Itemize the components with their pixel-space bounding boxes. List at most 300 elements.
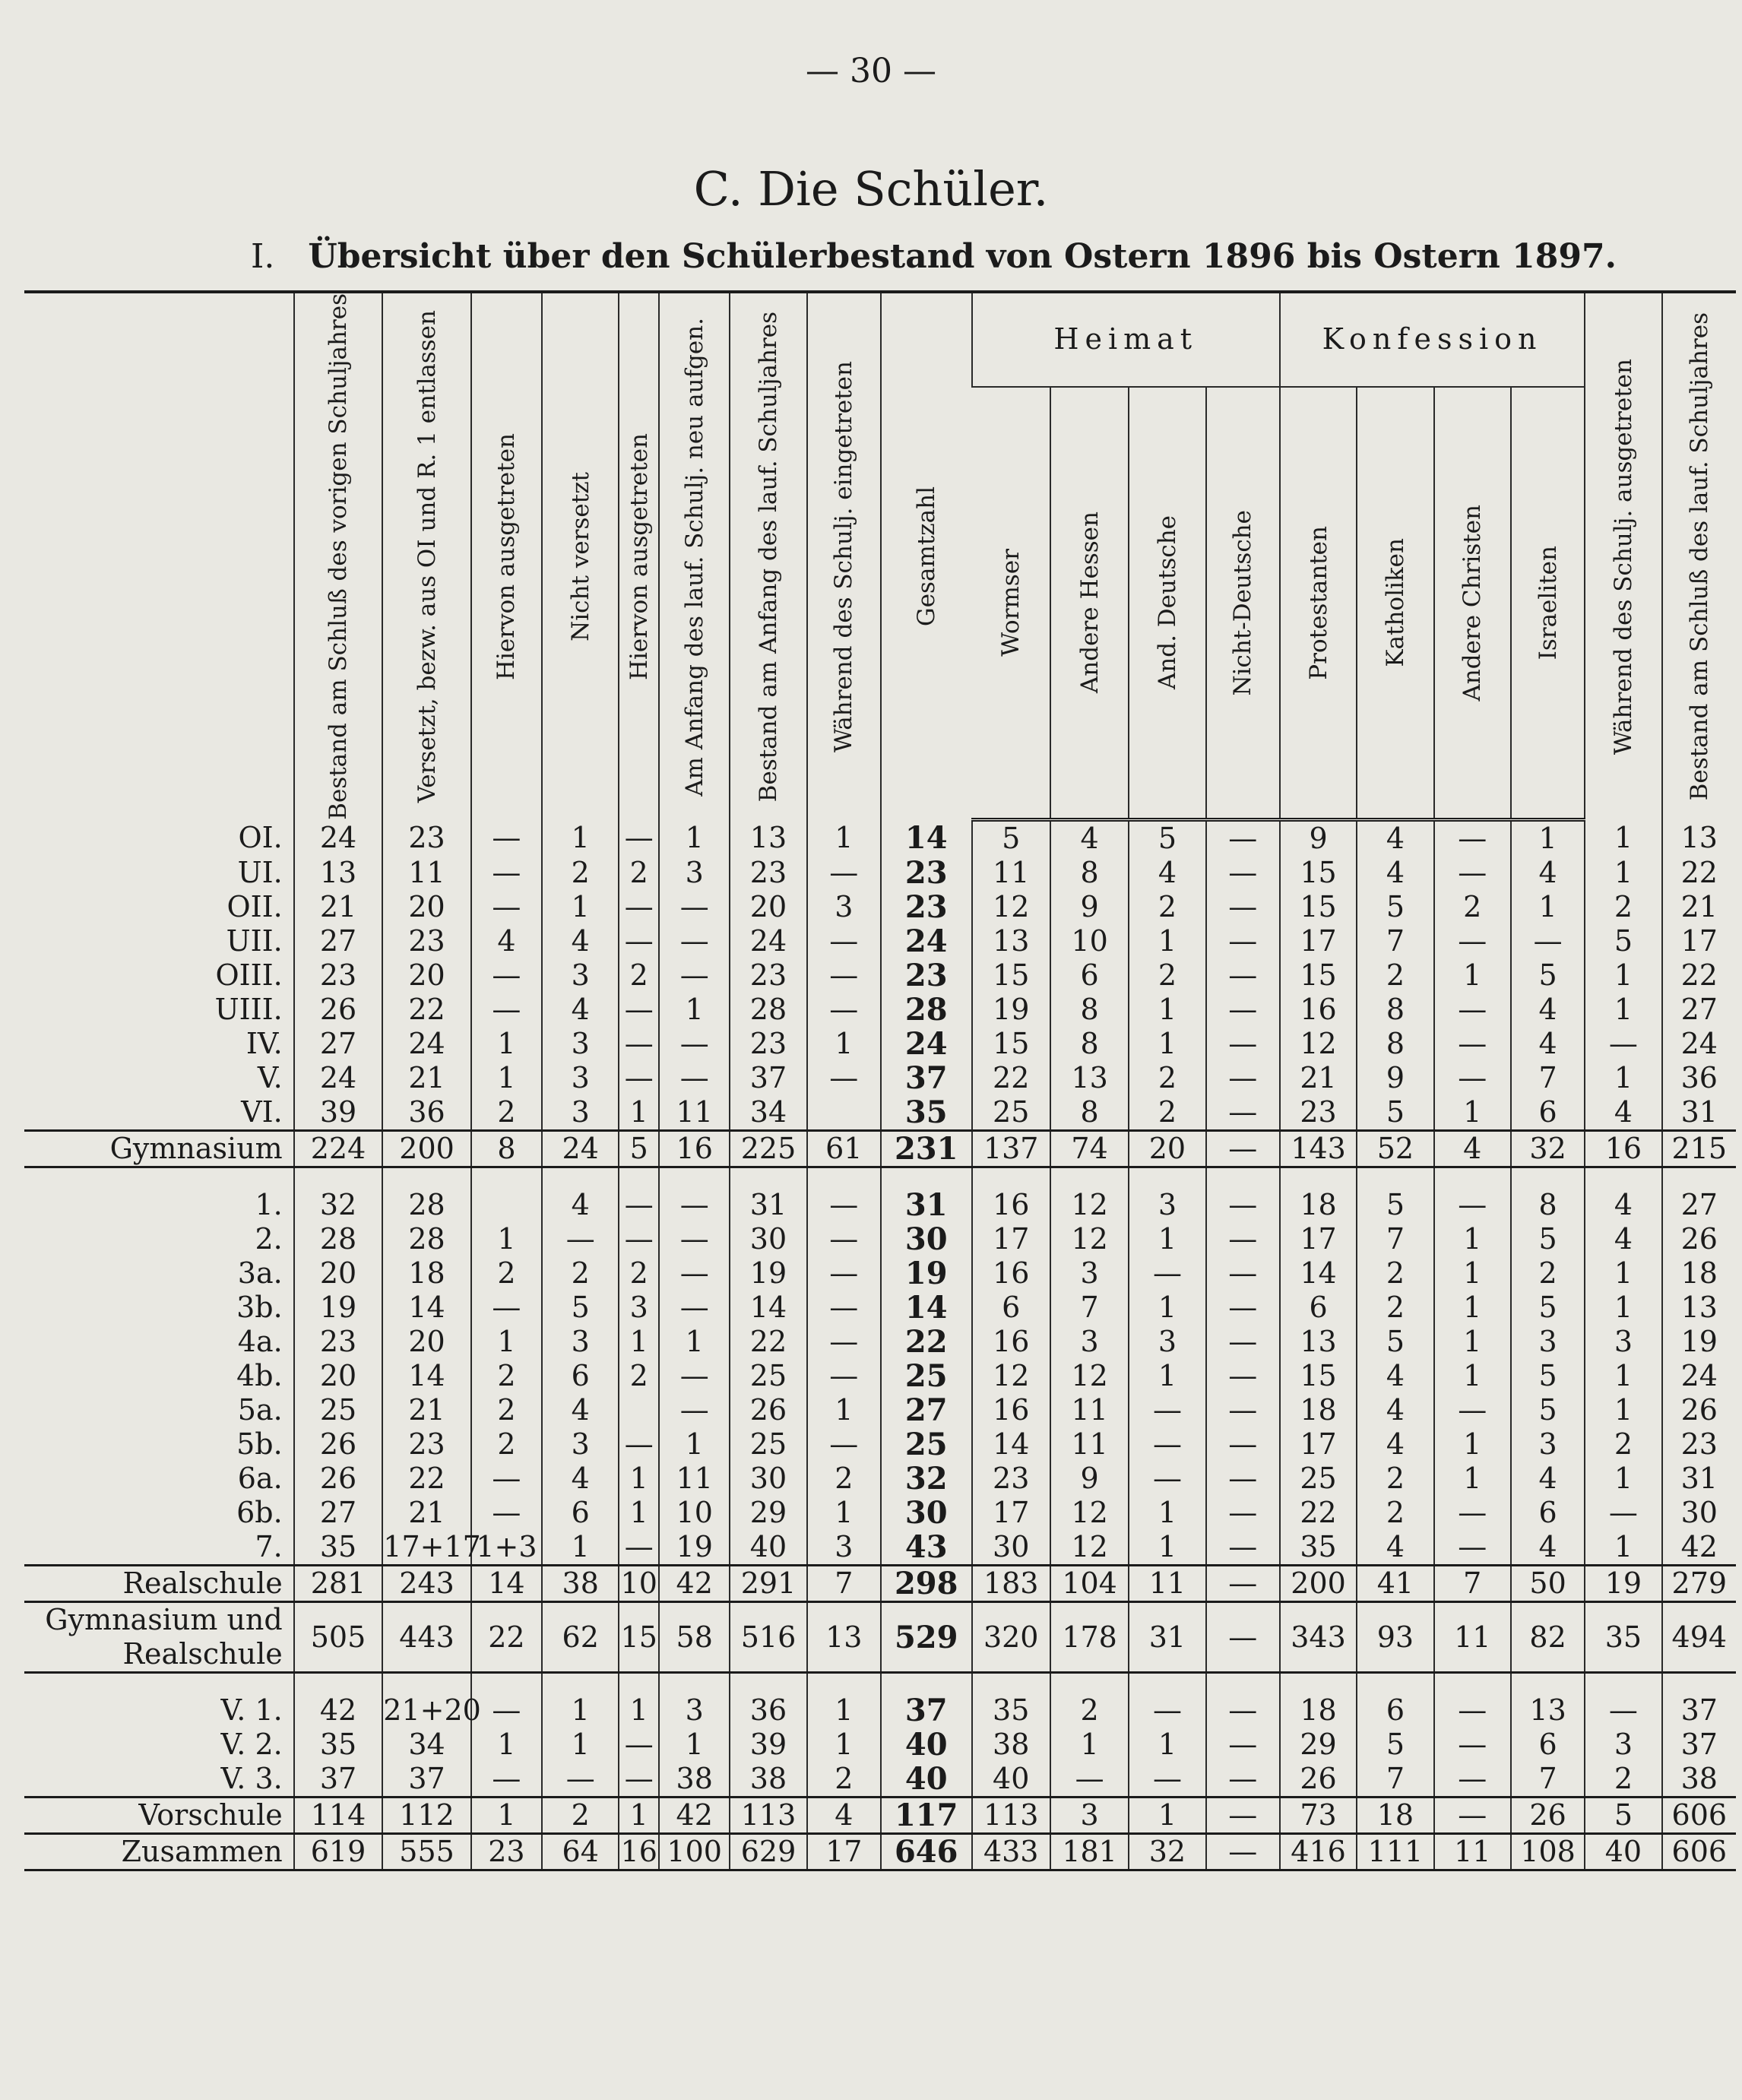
table-cell: 1 xyxy=(1129,1222,1205,1256)
table-cell: — xyxy=(1434,1188,1511,1222)
table-cell: 36 xyxy=(730,1693,806,1728)
spacer-cell xyxy=(807,1167,881,1189)
table-cell: 20 xyxy=(382,890,471,924)
table-row xyxy=(24,993,1736,1027)
table-cell: 1 xyxy=(1129,1798,1205,1834)
table-row xyxy=(24,856,1736,890)
table-cell: 23 xyxy=(294,1325,383,1359)
table-cell: 2 xyxy=(1129,1095,1205,1131)
table-cell: 25 xyxy=(881,1427,972,1462)
table-cell: 298 xyxy=(881,1566,972,1602)
table-cell: 40 xyxy=(881,1762,972,1798)
table-cell: 1 xyxy=(1434,1222,1511,1256)
table-cell: — xyxy=(1206,1061,1280,1095)
header-ausgetreten-schuljahr: Während des Schulj. ausgetreten xyxy=(1585,292,1661,820)
table-cell: 16 xyxy=(972,1325,1050,1359)
table-cell: — xyxy=(1206,820,1280,857)
table-cell: 14 xyxy=(881,820,972,857)
table-title-text: Übersicht über den Schülerbestand von Ostern 1896 bis Ostern 1897. xyxy=(308,237,1617,276)
spacer-cell xyxy=(1280,1673,1357,1694)
table-cell: 4 xyxy=(1585,1188,1661,1222)
table-cell: — xyxy=(1434,1393,1511,1427)
header-neu-aufgenommen: Am Anfang des lauf. Schulj. neu aufgen. xyxy=(659,292,730,820)
table-cell: 8 xyxy=(471,1131,542,1167)
table-cell: 28 xyxy=(294,1222,383,1256)
table-cell: 2 xyxy=(471,1256,542,1291)
table-cell: 15 xyxy=(619,1602,659,1673)
header-israeliten: Israeliten xyxy=(1511,387,1585,820)
table-cell: 11 xyxy=(1129,1566,1205,1602)
table-cell: 35 xyxy=(294,1728,383,1762)
table-cell: — xyxy=(471,1762,542,1798)
table-cell xyxy=(471,1188,542,1222)
table-cell: — xyxy=(542,1762,619,1798)
table-cell: 19 xyxy=(1662,1325,1736,1359)
table-cell: 4 xyxy=(1511,1530,1585,1566)
header-group-heimat: Heimat xyxy=(972,292,1280,387)
table-cell: 320 xyxy=(972,1602,1050,1673)
row-label: Realschule xyxy=(24,1566,294,1602)
table-cell: 629 xyxy=(730,1834,806,1870)
table-cell: 22 xyxy=(471,1602,542,1673)
table-cell: — xyxy=(1434,1762,1511,1798)
table-cell xyxy=(807,1095,881,1131)
table-cell: 4 xyxy=(542,993,619,1027)
table-cell: 24 xyxy=(294,1061,383,1095)
table-cell: 34 xyxy=(730,1095,806,1131)
table-cell: 3 xyxy=(1129,1325,1205,1359)
table-cell: 27 xyxy=(294,1027,383,1061)
spacer-cell xyxy=(807,1673,881,1694)
table-cell: 2 xyxy=(1357,1462,1433,1496)
table-row xyxy=(24,1325,1736,1359)
table-cell: — xyxy=(471,820,542,857)
table-cell: 26 xyxy=(1280,1762,1357,1798)
table-cell: 22 xyxy=(382,993,471,1027)
table-cell: 4 xyxy=(1511,1462,1585,1496)
header-nicht-deutsche: Nicht-Deutsche xyxy=(1206,387,1280,820)
table-row xyxy=(24,1393,1736,1427)
table-cell: 279 xyxy=(1662,1566,1736,1602)
table-cell: 58 xyxy=(659,1602,730,1673)
table-cell: 5 xyxy=(1357,1095,1433,1131)
table-cell: — xyxy=(471,1693,542,1728)
table-cell: 37 xyxy=(1662,1693,1736,1728)
table-cell: 5 xyxy=(1357,1728,1433,1762)
table-cell: 13 xyxy=(807,1602,881,1673)
table-cell: 2 xyxy=(1357,1256,1433,1291)
table-cell: — xyxy=(619,890,659,924)
table-cell: 8 xyxy=(1050,1027,1129,1061)
header-wormser: Wormser xyxy=(972,387,1050,820)
table-cell: 12 xyxy=(972,1359,1050,1393)
table-cell: 1 xyxy=(1129,993,1205,1027)
combined-row-label xyxy=(24,1602,294,1673)
table-cell: — xyxy=(1129,1693,1205,1728)
table-cell: — xyxy=(1434,1728,1511,1762)
table-cell: 4 xyxy=(1050,820,1129,857)
table-cell: 2 xyxy=(1357,958,1433,993)
row-label: Vorschule xyxy=(24,1798,294,1834)
table-cell: — xyxy=(1129,1462,1205,1496)
table-cell: 11 xyxy=(659,1462,730,1496)
table-cell: 5 xyxy=(1511,1393,1585,1427)
table-cell: 1 xyxy=(471,1728,542,1762)
table-cell: 16 xyxy=(619,1834,659,1870)
table-title xyxy=(251,237,1619,276)
table-cell: 443 xyxy=(382,1602,471,1673)
table-cell: — xyxy=(1434,1061,1511,1095)
table-cell: 26 xyxy=(294,1462,383,1496)
table-cell: 1 xyxy=(1585,856,1661,890)
table-cell: 108 xyxy=(1511,1834,1585,1870)
table-cell: 18 xyxy=(1662,1256,1736,1291)
table-cell: 1 xyxy=(1129,1291,1205,1325)
table-cell: 1 xyxy=(1511,890,1585,924)
row-label: 4a. xyxy=(237,1325,283,1359)
table-cell: — xyxy=(1129,1762,1205,1798)
table-cell: 13 xyxy=(1050,1061,1129,1095)
table-cell: 42 xyxy=(294,1693,383,1728)
table-cell: 4 xyxy=(542,1393,619,1427)
combined-sum-row xyxy=(24,1602,1736,1673)
table-cell: — xyxy=(619,1061,659,1095)
table-cell: 606 xyxy=(1662,1798,1736,1834)
table-cell: — xyxy=(619,1427,659,1462)
table-cell: 40 xyxy=(730,1530,806,1566)
table-row xyxy=(24,1762,1736,1798)
table-cell: — xyxy=(807,856,881,890)
table-cell: 14 xyxy=(972,1427,1050,1462)
table-cell: 1 xyxy=(1585,958,1661,993)
table-cell: 1 xyxy=(807,1393,881,1427)
table-cell: 25 xyxy=(294,1393,383,1427)
table-row xyxy=(24,1728,1736,1762)
table-cell: 16 xyxy=(1585,1131,1661,1167)
spacer-cell xyxy=(471,1167,542,1189)
table-cell: 3 xyxy=(542,1061,619,1095)
spacer-cell xyxy=(1511,1673,1585,1694)
table-cell: 606 xyxy=(1662,1834,1736,1870)
table-cell: 19 xyxy=(1585,1566,1661,1602)
table-row xyxy=(24,1222,1736,1256)
table-cell: 1 xyxy=(659,820,730,857)
table-cell: — xyxy=(1206,1222,1280,1256)
table-cell: 1 xyxy=(659,1427,730,1462)
table-cell: 13 xyxy=(1662,820,1736,857)
table-cell: 2 xyxy=(1511,1256,1585,1291)
table-cell: 5 xyxy=(1129,820,1205,857)
table-cell: 113 xyxy=(972,1798,1050,1834)
spacer-cell xyxy=(1357,1167,1433,1189)
table-row xyxy=(24,1496,1736,1530)
table-cell: 18 xyxy=(1280,1188,1357,1222)
table-cell: — xyxy=(659,1188,730,1222)
table-cell: 1 xyxy=(542,1530,619,1566)
table-cell: 22 xyxy=(1662,856,1736,890)
table-cell: 5 xyxy=(1511,1359,1585,1393)
table-cell: — xyxy=(807,1061,881,1095)
table-cell: 4 xyxy=(1357,1530,1433,1566)
table-cell: — xyxy=(807,1325,881,1359)
table-cell: 40 xyxy=(972,1762,1050,1798)
table-cell: 200 xyxy=(382,1131,471,1167)
table-cell: 1 xyxy=(542,820,619,857)
table-cell: 8 xyxy=(1357,993,1433,1027)
table-cell: 494 xyxy=(1662,1602,1736,1673)
table-cell: 104 xyxy=(1050,1566,1129,1602)
gymnasium-sum-row xyxy=(24,1131,1736,1167)
row-label: 3a. xyxy=(237,1256,283,1291)
table-cell: 215 xyxy=(1662,1131,1736,1167)
spacer-cell xyxy=(730,1673,806,1694)
table-cell: 1 xyxy=(807,1693,881,1728)
table-cell: 2 xyxy=(471,1095,542,1131)
table-cell: 20 xyxy=(730,890,806,924)
table-cell: — xyxy=(471,1291,542,1325)
table-cell: 40 xyxy=(1585,1834,1661,1870)
row-label: Gymnasium xyxy=(24,1131,294,1167)
table-cell: 1 xyxy=(471,1061,542,1095)
table-cell: — xyxy=(1206,1762,1280,1798)
spacer-cell xyxy=(1206,1673,1280,1694)
table-cell: 4 xyxy=(1357,1359,1433,1393)
table-cell: 19 xyxy=(659,1530,730,1566)
table-body xyxy=(24,820,1736,1870)
header-hiervon-ausgetreten-2: Hiervon ausgetreten xyxy=(619,292,659,820)
table-cell: 30 xyxy=(730,1222,806,1256)
total-sum-row xyxy=(24,1834,1736,1870)
table-cell: 4 xyxy=(1357,820,1433,857)
table-cell: 1 xyxy=(1129,1027,1205,1061)
table-cell: — xyxy=(807,924,881,958)
row-label: V. xyxy=(257,1061,283,1095)
table-cell: — xyxy=(659,1359,730,1393)
table-cell: 2 xyxy=(1585,890,1661,924)
table-cell: 22 xyxy=(730,1325,806,1359)
table-cell: — xyxy=(1206,1496,1280,1530)
header-protestanten: Protestanten xyxy=(1280,387,1357,820)
row-label: 7. xyxy=(255,1530,283,1564)
table-cell: 24 xyxy=(1662,1027,1736,1061)
table-cell: 93 xyxy=(1357,1602,1433,1673)
spacer-cell xyxy=(972,1673,1050,1694)
table-cell: 12 xyxy=(1050,1222,1129,1256)
table-cell: 10 xyxy=(1050,924,1129,958)
table-cell: — xyxy=(1206,1834,1280,1870)
table-cell: — xyxy=(471,1496,542,1530)
table-cell: 2 xyxy=(619,856,659,890)
table-cell: 22 xyxy=(1662,958,1736,993)
table-cell: 9 xyxy=(1280,820,1357,857)
table-cell: 224 xyxy=(294,1131,383,1167)
table-cell: — xyxy=(1434,1798,1511,1834)
table-cell: — xyxy=(1206,1359,1280,1393)
table-cell: 4 xyxy=(1511,856,1585,890)
table-cell: 5 xyxy=(1357,890,1433,924)
table-cell: 21 xyxy=(1280,1061,1357,1095)
table-row xyxy=(24,1291,1736,1325)
table-row xyxy=(24,1095,1736,1131)
table-cell: 9 xyxy=(1357,1061,1433,1095)
table-cell: 73 xyxy=(1280,1798,1357,1834)
table-cell: — xyxy=(619,1530,659,1566)
table-cell: 4 xyxy=(1357,1427,1433,1462)
table-cell: 15 xyxy=(1280,856,1357,890)
table-cell: 1 xyxy=(1434,1427,1511,1462)
table-cell: 8 xyxy=(1357,1027,1433,1061)
combined-label-line-2: Realschule xyxy=(122,1637,283,1671)
table-cell: 13 xyxy=(1280,1325,1357,1359)
spacer-cell xyxy=(1662,1167,1736,1189)
table-cell: 28 xyxy=(382,1188,471,1222)
table-cell: 1 xyxy=(659,1728,730,1762)
table-cell: 25 xyxy=(730,1359,806,1393)
table-cell: 21 xyxy=(382,1496,471,1530)
table-cell: 24 xyxy=(382,1027,471,1061)
table-cell: 4 xyxy=(807,1798,881,1834)
spacer-cell xyxy=(382,1673,471,1694)
table-cell: 30 xyxy=(1662,1496,1736,1530)
table-cell: 24 xyxy=(730,924,806,958)
header-andere-deutsche: And. Deutsche xyxy=(1129,387,1205,820)
table-cell: 14 xyxy=(382,1291,471,1325)
table-cell: 6 xyxy=(1511,1496,1585,1530)
realschule-sum-row xyxy=(24,1566,1736,1602)
table-cell: 82 xyxy=(1511,1602,1585,1673)
table-cell: — xyxy=(1585,1027,1661,1061)
table-cell: 3 xyxy=(542,1027,619,1061)
table-cell: 34 xyxy=(382,1728,471,1762)
table-cell: 27 xyxy=(294,924,383,958)
table-cell: 5 xyxy=(1585,924,1661,958)
table-cell: 2 xyxy=(1585,1762,1661,1798)
row-label: 6b. xyxy=(236,1496,283,1530)
table-cell: 2 xyxy=(471,1427,542,1462)
spacer-cell xyxy=(1662,1673,1736,1694)
table-cell: 6 xyxy=(1280,1291,1357,1325)
table-cell: — xyxy=(1585,1496,1661,1530)
table-cell: — xyxy=(659,1291,730,1325)
table-cell: 3 xyxy=(1050,1325,1129,1359)
table-cell: 4 xyxy=(542,1188,619,1222)
table-cell: — xyxy=(1206,1728,1280,1762)
table-cell: 4 xyxy=(1511,993,1585,1027)
table-cell: 62 xyxy=(542,1602,619,1673)
table-cell: 4 xyxy=(1357,1393,1433,1427)
table-cell: 11 xyxy=(1434,1602,1511,1673)
table-cell: 23 xyxy=(382,820,471,857)
table-cell: 1 xyxy=(471,1222,542,1256)
table-cell: 291 xyxy=(730,1566,806,1602)
table-cell: 17 xyxy=(1280,1427,1357,1462)
table-cell: — xyxy=(1206,1462,1280,1496)
table-cell: 26 xyxy=(1662,1393,1736,1427)
table-cell: 6 xyxy=(542,1359,619,1393)
spacer-cell xyxy=(294,1167,383,1189)
table-cell: 42 xyxy=(1662,1530,1736,1566)
table-cell: 7 xyxy=(1434,1566,1511,1602)
table-cell: — xyxy=(1206,1530,1280,1566)
table-cell: 24 xyxy=(881,924,972,958)
table-cell: 19 xyxy=(730,1256,806,1291)
table-cell: 14 xyxy=(382,1359,471,1393)
table-row xyxy=(24,1462,1736,1496)
table-cell: — xyxy=(1206,1095,1280,1131)
table-cell: — xyxy=(1206,1256,1280,1291)
table-cell: 29 xyxy=(1280,1728,1357,1762)
table-cell: 114 xyxy=(294,1798,383,1834)
table-cell: — xyxy=(1434,1693,1511,1728)
table-cell: 15 xyxy=(972,1027,1050,1061)
table-cell: 113 xyxy=(730,1798,806,1834)
table-cell: 1 xyxy=(1434,1359,1511,1393)
table-cell: 20 xyxy=(294,1359,383,1393)
table-cell: 20 xyxy=(382,1325,471,1359)
table-cell: 3 xyxy=(1511,1325,1585,1359)
table-cell: 21+20 xyxy=(383,1693,481,1728)
table-cell: — xyxy=(1206,1325,1280,1359)
table-cell: — xyxy=(1206,856,1280,890)
table-cell: — xyxy=(1434,1027,1511,1061)
table-cell: 1 xyxy=(659,1325,730,1359)
table-cell: — xyxy=(1206,1027,1280,1061)
row-label: 6a. xyxy=(237,1462,283,1496)
table-cell: 200 xyxy=(1280,1566,1357,1602)
header-eingetreten: Während des Schulj. eingetreten xyxy=(807,292,881,820)
table-cell: 555 xyxy=(382,1834,471,1870)
table-cell: 6 xyxy=(972,1291,1050,1325)
table-cell: 2 xyxy=(542,1256,619,1291)
table-cell: 12 xyxy=(1050,1188,1129,1222)
table-cell: 1 xyxy=(619,1325,659,1359)
table-cell: 27 xyxy=(1662,993,1736,1027)
table-cell: — xyxy=(1206,1693,1280,1728)
table-cell: 15 xyxy=(1280,890,1357,924)
table-cell: — xyxy=(659,958,730,993)
spacer-cell xyxy=(1050,1673,1129,1694)
header-bestand-schluss: Bestand am Schluß des lauf. Schuljahres xyxy=(1662,292,1736,820)
table-cell: 1 xyxy=(619,1496,659,1530)
table-cell: 117 xyxy=(881,1798,972,1834)
table-cell: 1 xyxy=(1129,924,1205,958)
table-cell: 18 xyxy=(1357,1798,1433,1834)
table-cell: 2 xyxy=(1129,1061,1205,1095)
table-cell: 11 xyxy=(1050,1393,1129,1427)
table-cell: 529 xyxy=(881,1602,972,1673)
table-row xyxy=(24,1061,1736,1095)
table-cell: 28 xyxy=(881,993,972,1027)
table-cell: 32 xyxy=(294,1188,383,1222)
table-cell: 15 xyxy=(972,958,1050,993)
table-cell: — xyxy=(1206,1393,1280,1427)
table-cell: 3 xyxy=(807,890,881,924)
table-cell: 137 xyxy=(972,1131,1050,1167)
table-cell: 64 xyxy=(542,1834,619,1870)
table-cell: 9 xyxy=(1050,1462,1129,1496)
table-title-number: I. xyxy=(251,237,275,276)
table-cell: 1 xyxy=(1585,1061,1661,1095)
table-cell: 183 xyxy=(972,1566,1050,1602)
table-cell: 646 xyxy=(881,1834,972,1870)
table-cell: — xyxy=(659,1256,730,1291)
table-cell: 50 xyxy=(1511,1566,1585,1602)
table-cell: — xyxy=(807,1256,881,1291)
header-bestand-anfang: Bestand am Anfang des lauf. Schuljahres xyxy=(730,292,806,820)
table-cell: 619 xyxy=(294,1834,383,1870)
row-label: 2. xyxy=(255,1222,283,1256)
table-cell: 5 xyxy=(1585,1798,1661,1834)
